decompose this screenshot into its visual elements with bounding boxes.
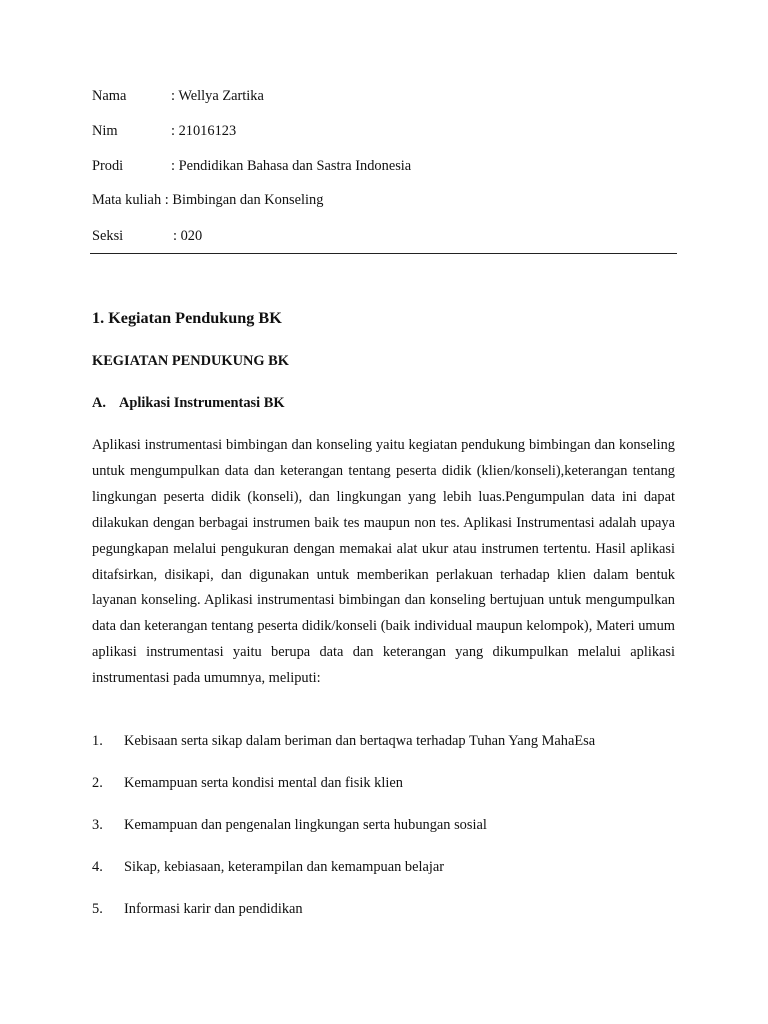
section-heading: 1. Kegiatan Pendukung BK	[92, 309, 282, 327]
identity-label: Seksi	[92, 228, 124, 244]
identity-label: Nama	[92, 88, 127, 104]
subsection-title: Aplikasi Instrumentasi BK	[119, 395, 285, 411]
list-number: 4.	[92, 859, 103, 875]
list-item	[92, 858, 444, 876]
identity-value: : 21016123	[171, 123, 237, 139]
list-text: Sikap, kebiasaan, keterampilan dan kemampuan belajar	[124, 859, 445, 875]
body-paragraph: Aplikasi instrumentasi bimbingan dan konseling yaitu kegiatan pendukung bimbingan dan konseling untuk mengumpulkan data dan keterangan tentang peserta didik (klien/konseli),keterangan tentang lingkungan peserta didik (konseli), dan lingkungan yang lebih luas.Pengumpulan data ini dapat dilakukan dengan berbagai instrumen baik tes maupun non tes. Aplikasi Instrumentasi adalah upaya pegungkapan melalui pengukuran dengan memakai alat ukur atau instrumen tertentu. Hasil aplikasi ditafsirkan, disikapi, dan digunakan untuk memberikan perlakuan terhadap klien dalam bentuk layanan konseling. Aplikasi instrumentasi bimbingan dan konseling bertujuan untuk mengumpulkan data dan keterangan tentang peserta didik/konseli (baik individual maupun kelompok), Materi umum aplikasi instrumentasi yaitu berupa data dan keterangan yang dikumpulkan melalui aplikasi instrumentasi pada umumnya, meliputi:	[92, 437, 675, 687]
identity-row-prodi	[92, 157, 411, 175]
identity-label: Nim	[92, 123, 118, 139]
list-item	[92, 732, 595, 750]
identity-label: Prodi	[92, 158, 124, 174]
identity-row-nama	[92, 87, 264, 105]
list-text: Kemampuan dan pengenalan lingkungan serta hubungan sosial	[124, 817, 487, 833]
identity-row-nim	[92, 122, 236, 140]
list-item	[92, 816, 487, 834]
identity-value: : Bimbingan dan Konseling	[164, 192, 324, 208]
identity-value: : 020	[173, 228, 203, 244]
list-item	[92, 774, 403, 792]
list-number: 3.	[92, 817, 103, 833]
identity-row-mata-kuliah	[92, 191, 323, 209]
identity-label: Mata kuliah	[92, 192, 162, 208]
list-number: 1.	[92, 733, 103, 749]
list-text: Kemampuan serta kondisi mental dan fisik klien	[124, 775, 403, 791]
subsection-letter: A.	[92, 395, 106, 411]
identity-value: : Pendidikan Bahasa dan Sastra Indonesia	[171, 158, 412, 174]
list-text: Kebisaan serta sikap dalam beriman dan bertaqwa terhadap Tuhan Yang MahaEsa	[124, 733, 596, 749]
subsection-heading	[92, 394, 285, 412]
identity-row-seksi	[92, 227, 202, 245]
identity-value: : Wellya Zartika	[171, 88, 264, 104]
list-number: 5.	[92, 901, 103, 917]
header-divider	[90, 253, 677, 254]
section-upper-heading: KEGIATAN PENDUKUNG BK	[92, 353, 289, 369]
list-number: 2.	[92, 775, 103, 791]
list-item	[92, 900, 303, 918]
list-text: Informasi karir dan pendidikan	[124, 901, 303, 917]
